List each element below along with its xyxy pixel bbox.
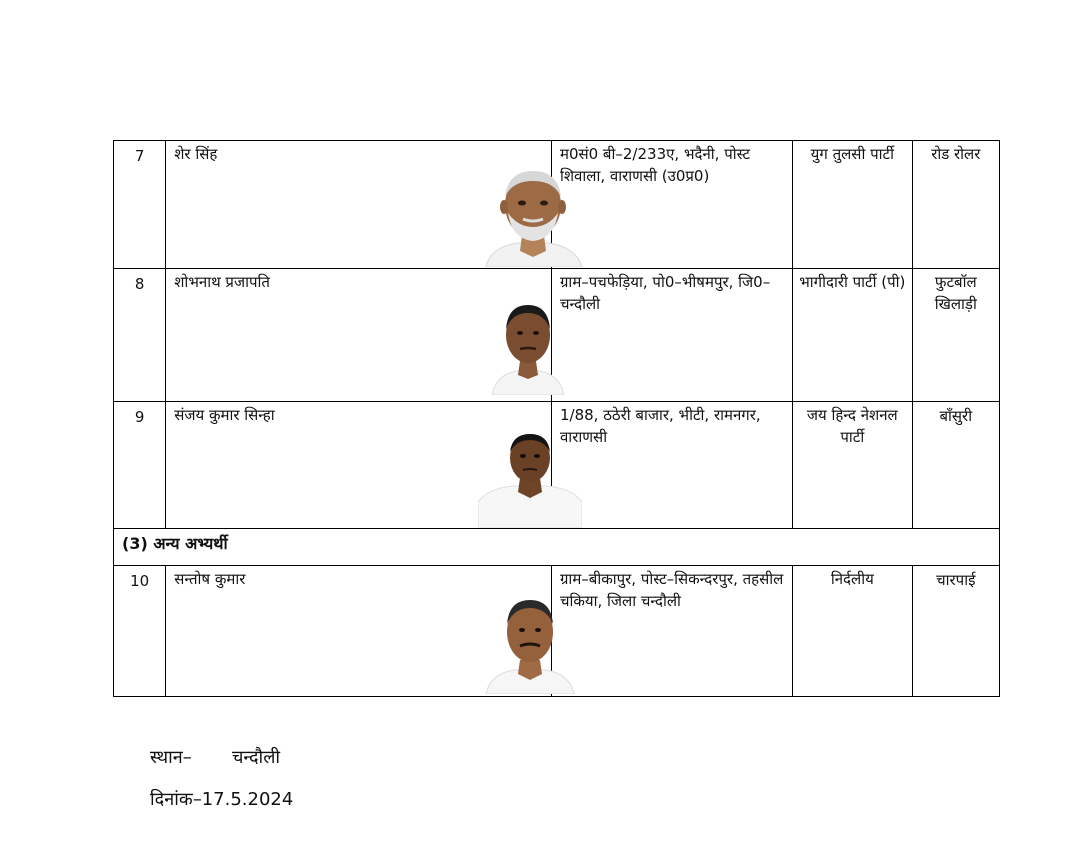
serial-number: 7 — [114, 141, 166, 269]
party-name: युग तुलसी पार्टी — [793, 141, 913, 269]
table-row — [114, 269, 1000, 402]
table-row — [114, 402, 1000, 529]
candidate-name: शेर सिंह — [174, 145, 218, 163]
date-line: दिनांक–17.5.2024 — [150, 789, 294, 810]
candidate-name-cell — [166, 269, 552, 402]
table-row — [114, 566, 1000, 697]
place-label: स्थान– — [150, 747, 192, 768]
candidate-name: शोभनाथ प्रजापति — [174, 273, 270, 291]
candidate-photo-icon — [488, 295, 568, 395]
election-symbol: बाँसुरी — [912, 402, 999, 529]
party-name: जय हिन्द नेशनल पार्टी — [793, 402, 913, 529]
candidate-address: 1/88, ठठेरी बाजार, भीटी, रामनगर, वाराणसी — [551, 402, 792, 529]
candidate-table — [113, 140, 1000, 697]
table-row — [114, 141, 1000, 269]
serial-number: 8 — [114, 269, 166, 402]
candidate-name: संजय कुमार सिन्हा — [174, 406, 275, 424]
party-name: निर्दलीय — [793, 566, 913, 697]
section-header — [114, 529, 1000, 566]
candidate-photo-icon — [478, 165, 588, 267]
candidate-photo-icon — [484, 594, 576, 694]
election-symbol: चारपाई — [912, 566, 999, 697]
candidate-photo-icon — [478, 432, 582, 528]
candidate-address: ग्राम–बीकापुर, पोस्ट–सिकन्दरपुर, तहसील चकिया, जिला चन्दौली — [551, 566, 792, 697]
candidate-name-cell — [166, 566, 552, 697]
candidate-address: म0सं0 बी–2/233ए, भदैनी, पोस्ट शिवाला, वाराणसी (उ0प्र0) — [551, 141, 792, 269]
serial-number: 9 — [114, 402, 166, 529]
party-name: भागीदारी पार्टी (पी) — [793, 269, 913, 402]
candidate-address: ग्राम–पचफेड़िया, पो0–भीषमपुर, जि0–चन्दौली — [551, 269, 792, 402]
candidate-name-cell — [166, 402, 552, 529]
election-symbol: फुटबॉल खिलाड़ी — [912, 269, 999, 402]
serial-number: 10 — [114, 566, 166, 697]
section-label: (3) अन्य अभ्यर्थी — [114, 529, 1000, 566]
candidate-name-cell — [166, 141, 552, 269]
election-symbol: रोड रोलर — [912, 141, 999, 269]
place-value: चन्दौली — [232, 747, 281, 768]
candidate-name: सन्तोष कुमार — [174, 570, 246, 588]
